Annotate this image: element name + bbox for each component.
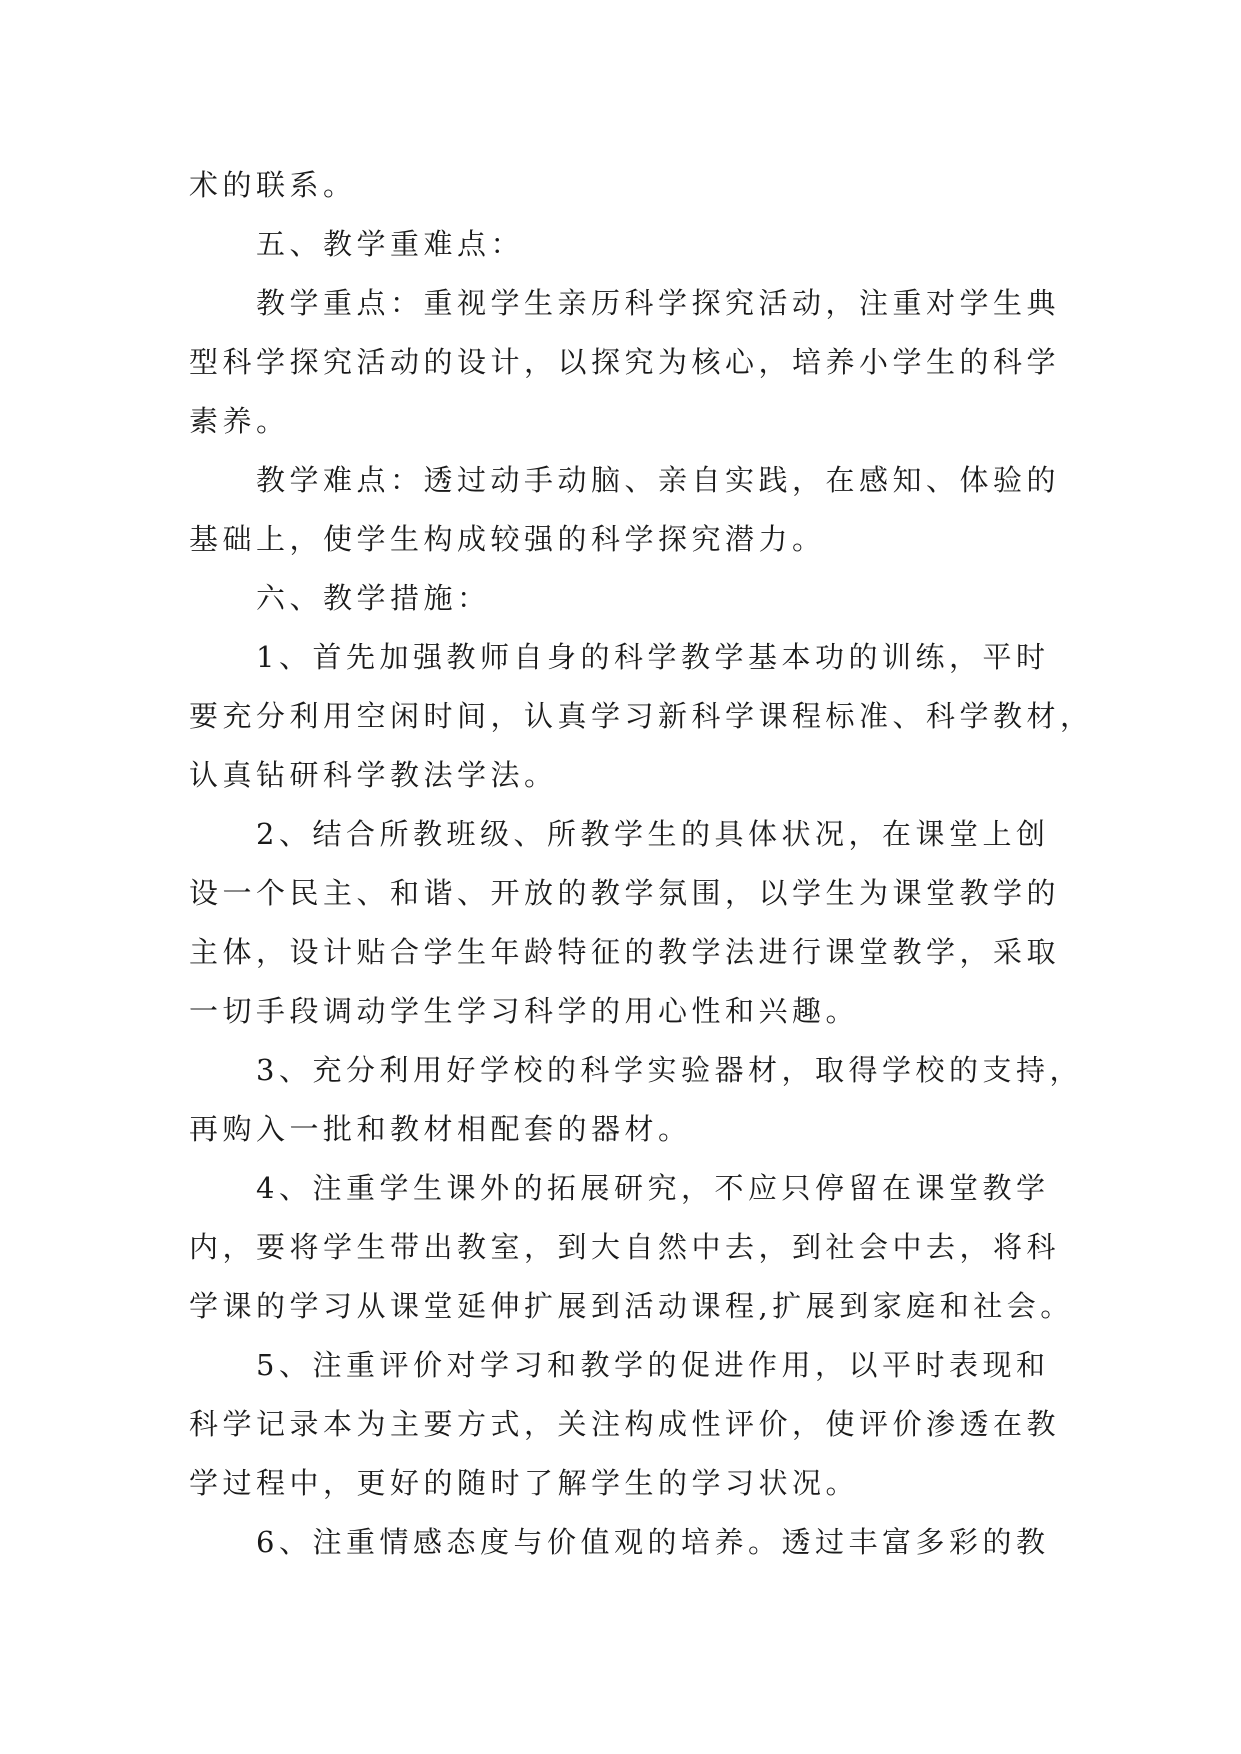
text-line: 内，要将学生带出教室，到大自然中去，到社会中去，将科 xyxy=(189,1230,1061,1264)
text-line: 素养。 xyxy=(189,404,290,438)
text-line: 学过程中，更好的随时了解学生的学习状况。 xyxy=(189,1466,860,1500)
text-line: 基础上，使学生构成较强的科学探究潜力。 xyxy=(189,522,826,556)
document-body xyxy=(189,156,1094,1572)
text-line: 4、注重学生课外的拓展研究，不应只停留在课堂教学 xyxy=(189,1171,1050,1205)
text-line: 型科学探究活动的设计，以探究为核心，培养小学生的科学 xyxy=(189,345,1061,379)
text-line: 3、充分利用好学校的科学实验器材，取得学校的支持， xyxy=(189,1053,1083,1087)
text-line: 2、结合所教班级、所教学生的具体状况，在课堂上创 xyxy=(189,817,1050,851)
text-line: 学课的学习从课堂延伸扩展到活动课程,扩展到家庭和社会。 xyxy=(189,1289,1074,1323)
text-line: 术的联系。 xyxy=(189,168,357,202)
text-line: 一切手段调动学生学习科学的用心性和兴趣。 xyxy=(189,994,860,1028)
text-line: 1、首先加强教师自身的科学教学基本功的训练，平时 xyxy=(189,640,1050,674)
text-line: 再购入一批和教材相配套的器材。 xyxy=(189,1112,692,1146)
text-line: 6、注重情感态度与价值观的培养。透过丰富多彩的教 xyxy=(189,1525,1050,1559)
section-heading: 六、教学措施： xyxy=(189,581,491,615)
text-line: 认真钻研科学教法学法。 xyxy=(189,758,558,792)
text-line: 教学难点：透过动手动脑、亲自实践，在感知、体验的 xyxy=(189,463,1061,497)
text-line: 主体，设计贴合学生年龄特征的教学法进行课堂教学，采取 xyxy=(189,935,1061,969)
text-line: 要充分利用空闲时间，认真学习新科学课程标准、科学教材， xyxy=(189,699,1094,733)
text-line: 科学记录本为主要方式，关注构成性评价，使评价渗透在教 xyxy=(189,1407,1061,1441)
section-heading: 五、教学重难点： xyxy=(189,227,525,261)
text-line: 教学重点：重视学生亲历科学探究活动，注重对学生典 xyxy=(189,286,1061,320)
text-line: 设一个民主、和谐、开放的教学氛围，以学生为课堂教学的 xyxy=(189,876,1061,910)
text-line: 5、注重评价对学习和教学的促进作用，以平时表现和 xyxy=(189,1348,1050,1382)
